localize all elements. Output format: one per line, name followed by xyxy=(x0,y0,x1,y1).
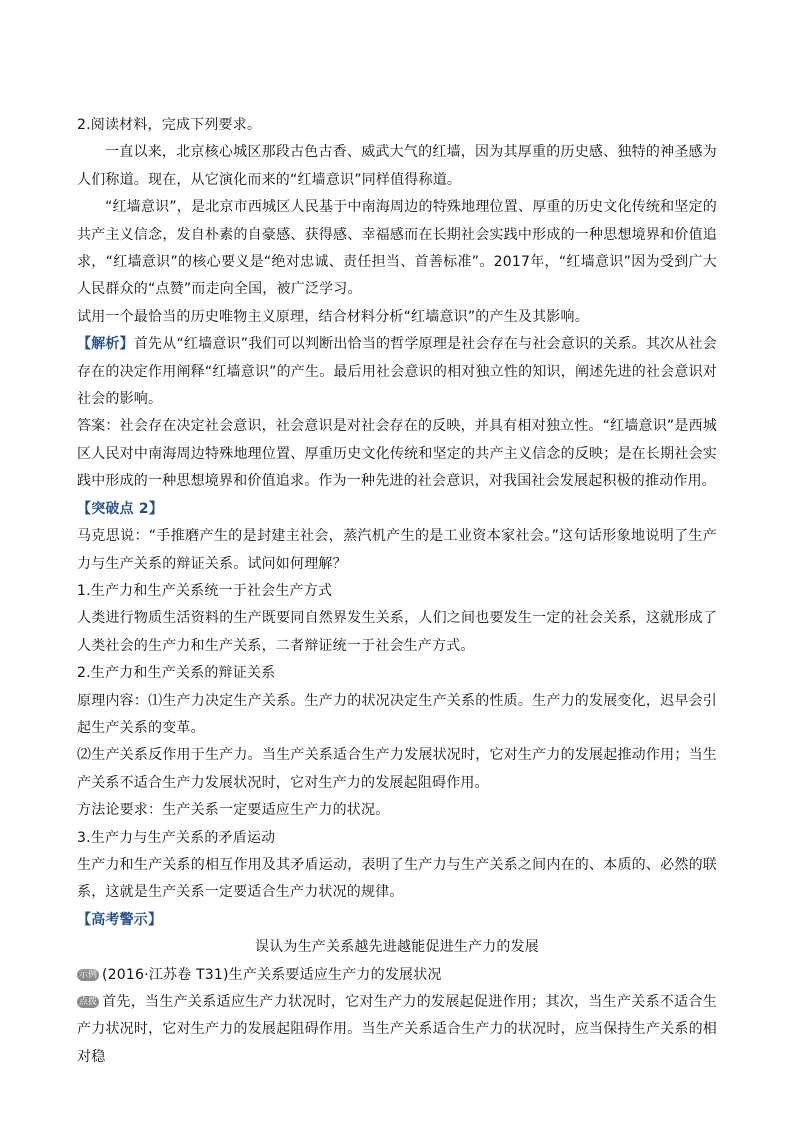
material-paragraph-1: 一直以来，北京核心城区那段古色古香、威武大气的红墙，因为其厚重的历史感、独特的神圣感为人们称道。现在，从它演化而来的“红墙意识”同样值得称道。 xyxy=(77,144,717,188)
exam-warning-heading: 【高考警示】 xyxy=(77,911,163,928)
section-text-3: 生产力和生产关系的相互作用及其矛盾运动，表明了生产力与生产关系之间内在的、本质的、必然的联系，这就是生产关系一定要适合生产力状况的规律。 xyxy=(77,856,717,901)
methodology-requirement: 方法论要求：生产关系一定要适应生产力的状况。 xyxy=(77,802,390,819)
section-heading-1: 1.生产力和生产关系统一于社会生产方式 xyxy=(77,582,333,599)
document-content xyxy=(77,112,717,1071)
question-prompt: 试用一个最恰当的历史唯物主义原理，结合材料分析“红墙意识”的产生及其影响。 xyxy=(77,308,589,325)
answer-paragraph: 答案：社会存在决定社会意识，社会意识是对社会存在的反映，并具有相对独立性。“红墙意识”是西城区人民对中南海周边特殊地理位置、厚重历史文化传统和坚定的共产主义信念的反映；是在长期社会实践中形成的一种思想境界和价值追求。作为一种先进的社会意识，对我国社会发展起积极的推动作用。 xyxy=(77,418,717,490)
section-heading-2: 2.生产力和生产关系的辩证关系 xyxy=(77,665,276,682)
comment-text: 首先，当生产关系适应生产力状况时，它对生产力的发展起促进作用；其次，当生产关系不适合生产力状况时，它对生产力的发展起阻碍作用。当生产关系适合生产力的状况时，应当保持生产关系的相对稳 xyxy=(77,994,717,1065)
analysis-paragraph xyxy=(77,331,717,413)
warning-title: 误认为生产关系越先进越能促进生产力的发展 xyxy=(255,939,539,956)
principle-content: 原理内容：⑴生产力决定生产关系。生产力的状况决定生产关系的性质。生产力的发展变化，迟早会引起生产关系的变革。 xyxy=(77,692,717,736)
breakthrough-heading: 【突破点 2】 xyxy=(77,500,164,517)
example-line xyxy=(77,962,717,989)
section-heading-3: 3.生产力与生产关系的矛盾运动 xyxy=(77,829,276,846)
material-paragraph-2: “红墙意识”，是北京市西城区人民基于中南海周边的特殊地理位置、厚重的历史文化传统和坚定的共产主义信念，发自朴素的自豪感、获得感、幸福感而在长期社会实践中形成的一种思想境界和价值追求，“红墙意识”的核心要义是“绝对忠诚、责任担当、首善标准”。2017年，“红墙意识”因为受到广大人民群众的“点赞”而走向全国，被广泛学习。 xyxy=(77,199,717,298)
example-tag: 示例 xyxy=(79,969,98,980)
example-text: (2016·江苏卷 T31)生产关系要适应生产力的发展状况 xyxy=(102,966,442,983)
comment-tag: 点拨 xyxy=(79,997,98,1007)
marx-quote: 马克思说：“手推磨产生的是封建主社会，蒸汽机产生的是工业资本家社会。”这句话形象地说明了生产力与生产关系的辩证关系。试问如何理解？ xyxy=(77,528,717,572)
comment-paragraph xyxy=(77,989,717,1071)
analysis-text: 首先从“红墙意识”我们可以判断出恰当的哲学原理是社会存在与社会意识的关系。其次从社会存在的决定作用阐释“红墙意识”的产生。最后用社会意识的相对独立性的知识，阐述先进的社会意识对社会的影响。 xyxy=(77,336,717,408)
question-2-title: 2.阅读材料，完成下列要求。 xyxy=(77,117,262,133)
analysis-label: 【解析】 xyxy=(77,336,134,353)
principle-reaction: ⑵生产关系反作用于生产力。当生产关系适合生产力发展状况时，它对生产力的发展起推动作用；当生产关系不适合生产力发展状况时，它对生产力的发展起阻碍作用。 xyxy=(77,747,717,791)
section-text-1: 人类进行物质生活资料的生产既要同自然界发生关系，人们之间也要发生一定的社会关系，这就形成了人类社会的生产力和生产关系，二者辩证统一于社会生产方式。 xyxy=(77,610,717,654)
